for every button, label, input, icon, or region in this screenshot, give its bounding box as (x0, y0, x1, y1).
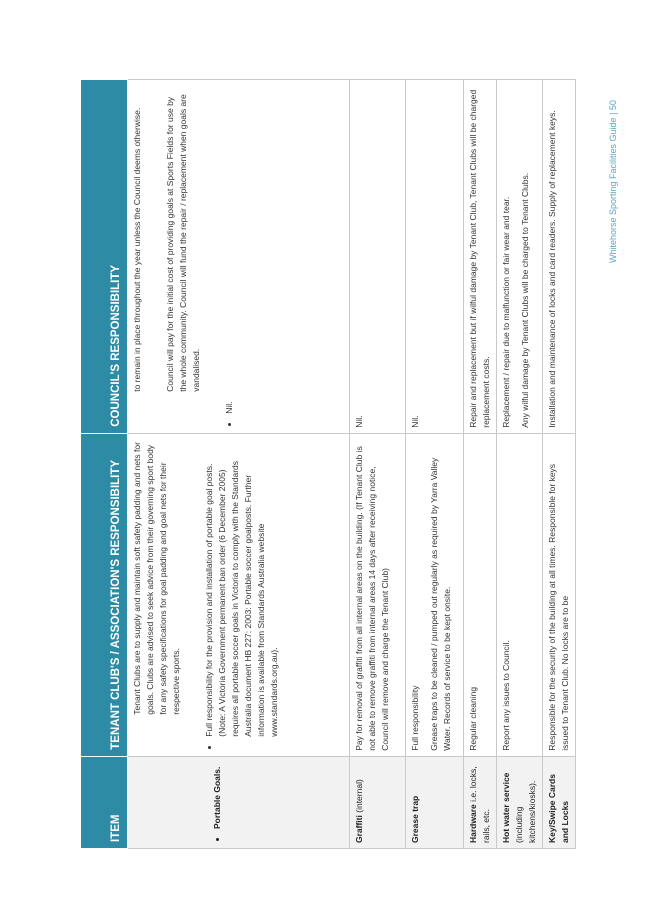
tenant-grease-cell (406, 433, 464, 756)
item-grease: Grease trap (406, 756, 464, 848)
table-row-graffiti (350, 80, 406, 849)
tenant-grease-p2: Grease traps to be cleaned / pumped out regularly as required by Yarra Valley Water. Records of service to be kept onsite. (429, 457, 452, 751)
council-hotwater-cell (497, 80, 543, 434)
item-hotwater-cell (497, 756, 543, 848)
tenant-graffiti: Pay for removal of graffiti from all internal areas on the building. (If Tenant Club is not able to remove graffiti from internal areas 14 days after receiving notice, Council will remove and charge the Tenant Club) (350, 433, 406, 756)
item-hardware-cell (464, 756, 497, 848)
tenant-goals-p1: Tenant Clubs are to supply and maintain soft safety padding and nets for goals. Clubs are advised to seek advice from their governing sport body for any safety specifications for goal padding and goal nets for their respective sports. (132, 442, 181, 715)
item-hotwater-note: (including kitchens/kiosks). (514, 780, 537, 843)
tenant-hardware: Regular cleaning (464, 433, 497, 756)
table-row-goals (128, 80, 350, 849)
council-hardware: Repair and replacement but if wilful damage by Tenant Club, Tenant Clubs will be charged replacement costs. (464, 80, 497, 434)
table-row-keys (543, 80, 576, 849)
council-keys: Installation and maintenance of locks and card readers. Supply of replacement keys. (543, 80, 576, 434)
tenant-hotwater: Report any issues to Council. (497, 433, 543, 756)
item-hardware-note: i.e. locks, rails, etc. (468, 766, 491, 843)
table-row-hardware (464, 80, 497, 849)
table-header-row (81, 80, 128, 849)
council-hotwater-p2: Any wilful damage by Tenant Clubs will be charged to Tenant Clubs. (520, 172, 530, 428)
council-goals-p3: • Nil. (223, 85, 236, 414)
item-hotwater: Hot water service (501, 772, 511, 843)
item-keys: Key/Swipe Cards and Locks (543, 756, 576, 848)
council-goals-p2: Council will pay for the initial cost of providing goals at Sports Fields for use by the whole community. Council will fund the repair / replacement when goals are vandalised. (165, 94, 201, 392)
item-graffiti: Graffiti (354, 815, 364, 843)
item-graffiti-cell (350, 756, 406, 848)
header-council: COUNCIL'S RESPONSIBILITY (81, 80, 128, 434)
council-grease: Nil. (406, 80, 464, 434)
header-item: ITEM (81, 756, 128, 848)
item-graffiti-note: (internal) (354, 779, 364, 813)
tenant-keys: Responsible for the security of the building at all times. Responsible for keys issued to Tenant Club. No locks are to be (543, 433, 576, 756)
tenant-goals-cell (128, 433, 350, 756)
item-goals-cell (128, 756, 350, 848)
tenant-goals-p2: • Full responsibility for the provision and installation of portable goal posts. (Note: A Victoria Government permanent ban order (6 December 2005) requires all portable soccer goals in Victoria to comply with the Standards Australia document HB 227: 2003: Portable soccer goalposts. Further information is available from Standards Australia website www.standards.org.au). (203, 439, 281, 737)
item-hardware: Hardware (468, 804, 478, 843)
responsibility-table (80, 79, 576, 849)
item-goals: • Portable Goals. (211, 762, 224, 829)
page-footer: Whitehorse Sporting Facilities Guide | 50 (608, 100, 618, 263)
council-goals-cell (128, 80, 350, 434)
council-hotwater-p1: Replacement / repair due to malfunction or fair wear and tear. (501, 196, 511, 428)
council-graffiti: Nil. (350, 80, 406, 434)
council-goals-p1: to remain in place throughout the year unless the Council deems otherwise. (132, 107, 142, 392)
tenant-grease-p1: Full responsibility (410, 685, 420, 751)
header-tenant: TENANT CLUB'S / ASSOCIATION'S RESPONSIBILITY (81, 433, 128, 756)
table-row-hotwater (497, 80, 543, 849)
table-row-grease (406, 80, 464, 849)
